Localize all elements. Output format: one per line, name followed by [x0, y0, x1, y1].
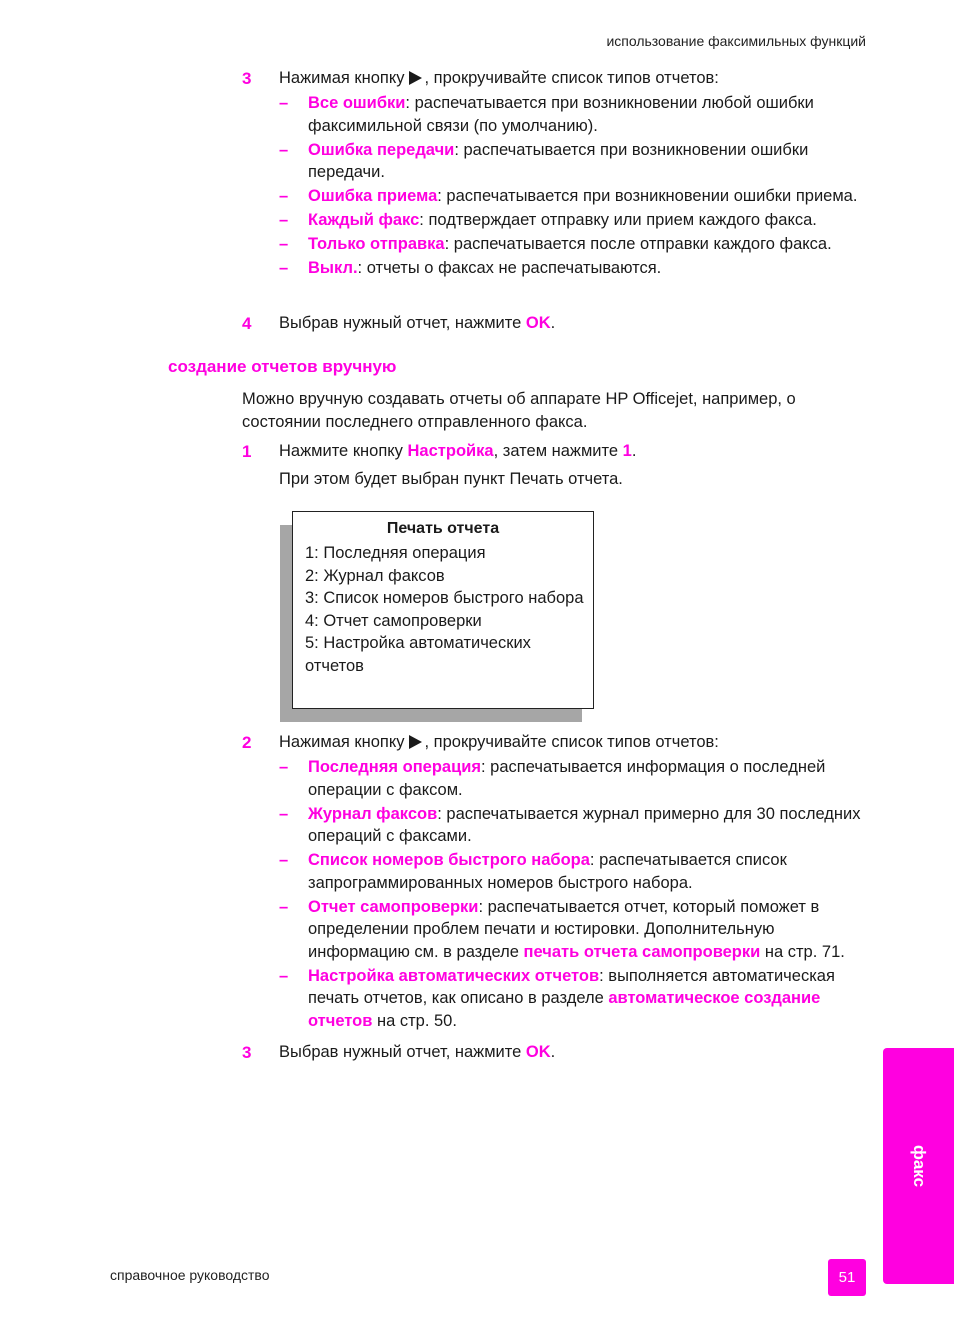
step-text [279, 67, 719, 90]
list-item: – Журнал факсов: распечатывается журнал примерно для 30 последних операций с факсами. [279, 804, 861, 845]
list-item: – Настройка автоматических отчетов: выполняется автоматическая печать отчетов, как описано в разделе автоматическое создание отчетов на стр. 50. [279, 966, 835, 1030]
list-item-term: Только отправка [308, 235, 445, 253]
step-number: 3 [242, 69, 252, 88]
step-text [279, 731, 719, 754]
list-item-desc: : распечатывается журнал примерно для 30 последних операций с факсами. [308, 804, 861, 845]
list-item: – Каждый факс: подтверждает отправку или прием каждого факса. [279, 211, 817, 229]
list-item-term: Каждый факс [308, 211, 420, 229]
list-item: – Последняя операция: распечатывается информация о последней операции с факсом. [279, 758, 826, 799]
list-item-desc: : распечатывается при возникновении ошибки приема. [437, 187, 858, 205]
list-item-term: Список номеров быстрого набора [308, 851, 590, 869]
list-item-tail: на стр. 50. [372, 1011, 457, 1030]
step-number: 3 [242, 1043, 252, 1062]
menu-item: 2: Журнал факсов [305, 566, 445, 585]
step-text [279, 312, 555, 335]
list-item-desc: : подтверждает отправку или прием каждого факса. [419, 211, 817, 229]
chapter-tab-label: факс [909, 1144, 929, 1188]
menu-item: 4: Отчет самопроверки [305, 611, 482, 630]
manual-reports-list [279, 756, 879, 1034]
list-item: – Выкл.: отчеты о факсах не распечатываются. [279, 259, 662, 277]
footer-title: справочное руководство [110, 1267, 270, 1283]
menu-display [292, 511, 594, 709]
list-item: – Ошибка приема: распечатывается при возникновении ошибки приема. [279, 187, 858, 205]
ok-key-label: OK [525, 314, 551, 332]
list-item-desc: : распечатывается отчет, который поможет в определении проблем печати и юстировки. Дополнительную информацию см. в разделе [308, 897, 820, 961]
list-item-desc: : распечатывается после отправки каждого факса. [444, 235, 832, 253]
right-arrow-icon [409, 735, 422, 749]
right-arrow-icon [409, 71, 422, 85]
menu-item: 1: Последняя операция [305, 544, 486, 562]
step-note: При этом будет выбран пункт Печать отчета. [279, 470, 623, 488]
step-text-after: , прокручивайте список типов отчетов: [424, 733, 719, 751]
step-text-tail: . [550, 1043, 556, 1061]
list-item: – Список номеров быстрого набора: распечатывается список запрограммированных номеров быстрого набора. [279, 851, 787, 892]
list-item: – Ошибка передачи: распечатывается при возникновении ошибки передачи. [279, 140, 809, 181]
list-item-term: Отчет самопроверки [308, 897, 479, 916]
menu-title: Печать отчета [386, 520, 500, 537]
list-item: – Отчет самопроверки: распечатывается отчет, который поможет в определении проблем печати и юстировки. Дополнительную информацию см. в разделе печать отчета самопроверки на стр. 71. [279, 897, 845, 961]
list-item-term: Последняя операция [308, 758, 482, 776]
step-text-tail: . [550, 314, 556, 332]
list-item-desc: : распечатывается список запрограммированных номеров быстрого набора. [308, 851, 787, 892]
step-text-main: Выбрав нужный отчет, нажмите [279, 1043, 526, 1061]
list-item-desc: : распечатывается при возникновении любой ошибки факсимильной связи (по умолчанию). [308, 94, 814, 135]
step-text [279, 440, 636, 463]
step-text-main: Выбрав нужный отчет, нажмите [279, 314, 526, 332]
running-head: использование факсимильных функций [606, 33, 866, 49]
list-item-term: Ошибка приема [308, 187, 438, 205]
step-text [279, 1041, 555, 1064]
step-text-before: Нажимая кнопку [279, 69, 405, 87]
menu-item: 3: Список номеров быстрого набора [305, 589, 584, 607]
report-types-list [279, 92, 879, 281]
step-text-mid: , затем нажмите [493, 442, 623, 460]
ok-key-label: OK [525, 1043, 551, 1061]
step-number: 1 [242, 442, 252, 461]
section-title: создание отчетов вручную [168, 357, 397, 376]
page-number: 51 [828, 1259, 866, 1296]
menu-items [305, 542, 585, 677]
list-item-desc: : выполняется автоматическая печать отчетов, как описано в разделе [308, 966, 835, 1007]
step-text-after: , прокручивайте список типов отчетов: [424, 69, 719, 87]
cross-reference-link[interactable]: печать отчета самопроверки [523, 942, 761, 961]
list-item-term: Все ошибки [308, 94, 406, 112]
list-item-desc: : распечатывается при возникновении ошибки передачи. [308, 140, 809, 181]
step-text-main: Нажмите кнопку [279, 442, 408, 460]
list-item-desc: : распечатывается информация о последней операции с факсом. [308, 758, 826, 799]
list-item-tail: на стр. 71. [760, 942, 845, 961]
cross-reference-link[interactable]: автоматическое создание отчетов [308, 989, 821, 1030]
list-item-term: Журнал факсов [308, 804, 438, 823]
step-text-tail: . [631, 442, 637, 460]
key-1-label: 1 [622, 442, 632, 460]
step-number: 2 [242, 733, 252, 752]
list-item-term: Настройка автоматических отчетов [308, 966, 600, 985]
list-item-term: Ошибка передачи [308, 140, 455, 159]
list-item-desc: : отчеты о факсах не распечатываются. [357, 259, 662, 277]
list-item-term: Выкл. [308, 259, 358, 277]
section-intro: Можно вручную создавать отчеты об аппарате HP Officejet, например, о состоянии последнего отправленного факса. [242, 390, 796, 431]
step-number: 4 [242, 314, 252, 333]
list-item: – Только отправка: распечатывается после отправки каждого факса. [279, 235, 832, 253]
menu-item: 5: Настройка автоматических отчетов [305, 634, 531, 675]
chapter-tab [883, 1048, 954, 1284]
step-text-before: Нажимая кнопку [279, 733, 405, 751]
list-item: – Все ошибки: распечатывается при возникновении любой ошибки факсимильной связи (по умолчанию). [279, 94, 814, 135]
setup-key-label: Настройка [407, 442, 494, 460]
